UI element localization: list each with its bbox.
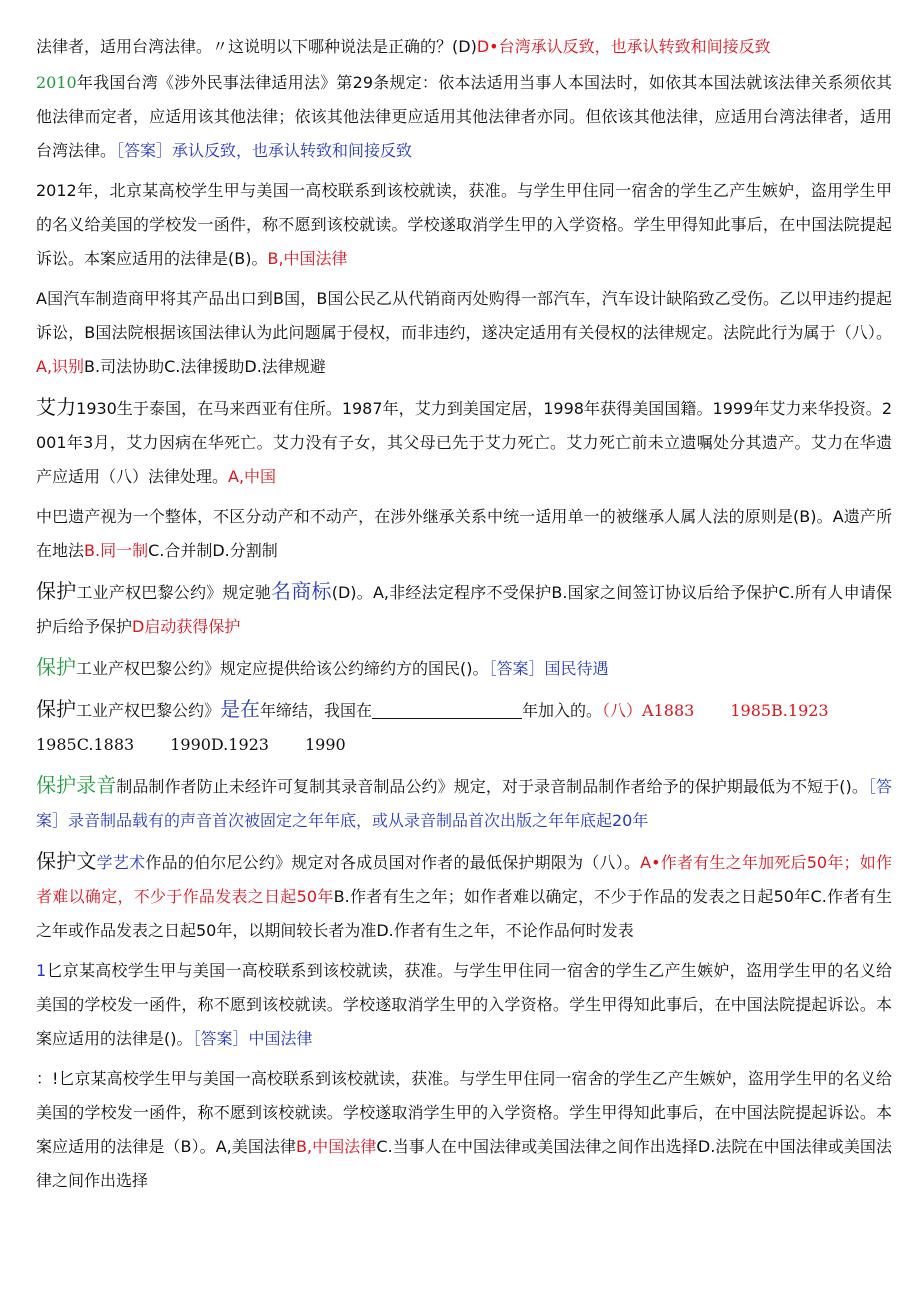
p7-answer: D启动获得保护 [132, 617, 241, 636]
p13-head: ：! [36, 1069, 59, 1088]
paragraph-7 [36, 574, 892, 644]
p8-answer: ［答案］国民待遇 [488, 659, 609, 678]
paragraph-10 [36, 768, 892, 838]
p11-head: 保护文 [36, 849, 97, 873]
p9-option-d: 1990D.1923 [170, 735, 269, 754]
p12-answer: ［答案］中国法律 [192, 1029, 313, 1048]
p2-answer: ［答案］承认反致，也承认转致和间接反致 [116, 141, 413, 160]
paragraph-12 [36, 954, 892, 1056]
p1-text: 法律者，适用台湾法律。〃这说明以下哪种说法是正确的？(D) [36, 37, 477, 56]
p5-head: 艾力 [36, 395, 77, 419]
p11-answer: A•作者有生之年加死后50年；如作者难以确定，不少于作品发表之日起50年 [36, 853, 892, 906]
p9-option-d-end: 1990 [304, 735, 346, 754]
paragraph-8 [36, 650, 892, 686]
p9-text-2: 年缔结，我国在 [260, 701, 373, 720]
paragraph-3 [36, 174, 892, 276]
p13-options: C.当事人在中国法律或美国法律之间作出选择D.法院在中国法律或美国法律之间作出选择 [36, 1137, 892, 1190]
p4-text: A国汽车制造商甲将其产品出口到B国，B国公民乙从代销商丙处购得一部汽车，汽车设计缺陷致乙受伤。乙以甲违约提起诉讼，B国法院根据该国法律认为此问题属于侵权，而非违约，遂决定适用有关侵权的法律规定。法院此行为属于（八）。 [36, 289, 892, 342]
p1-answer: D•台湾承认反致，也承认转致和间接反致 [476, 37, 771, 56]
p9-text-3: 年加入的。 [522, 701, 603, 720]
p10-answer: ［答案］录音制品载有的声音首次被固定之年年底，或从录音制品首次出版之年年底起20年 [36, 777, 892, 830]
p10-head: 保护录音 [36, 773, 117, 797]
p8-head: 保护 [36, 655, 76, 679]
p4-options: B.司法协助C.法律援助D.法律规避 [84, 357, 326, 376]
paragraph-9 [36, 692, 892, 762]
p13-answer: B,中国法律 [296, 1137, 377, 1156]
p13-text: 匕京某高校学生甲与美国一高校联系到该校就读，获准。与学生甲住同一宿舍的学生乙产生嫉妒，盗用学生甲的名义给美国的学校发一函件，称不愿到该校就读。学校遂取消学生甲的入学资格。学生甲得知此事后，在中国法院提起诉讼。本案应适用的法律是（B）。A,美国法律 [36, 1069, 892, 1156]
p9-head: 保护 [36, 697, 76, 721]
p10-text: 制品制作者防止未经许可复制其录音制品公约》规定，对于录音制品制作者给予的保护期最低为不短于()。 [116, 777, 868, 796]
fill-in-blank [372, 700, 522, 719]
p2-year: 2010 [36, 73, 77, 92]
p6-options: C.合并制D.分割制 [148, 541, 278, 560]
p3-text: 2012年，北京某高校学生甲与美国一高校联系到该校就读，获准。与学生甲住同一宿舍的学生乙产生嫉妒，盗用学生甲的名义给美国的学校发一函件，称不愿到该校就读。学校遂取消学生甲的入学资格。学生甲得知此事后，在中国法院提起诉讼。本案应适用的法律是(B)。 [36, 181, 892, 268]
p9-answer: （八）A1883 [602, 701, 695, 720]
p4-answer: A,识别 [36, 357, 85, 376]
paragraph-11 [36, 844, 892, 948]
p7-term: 名商标 [271, 579, 332, 603]
p7-head: 保护 [36, 579, 77, 603]
p5-answer: A,中国 [228, 467, 277, 486]
p9-term: 是在 [220, 697, 261, 721]
p9-option-c: 1985C.1883 [36, 735, 135, 754]
p6-answer: B.同一制 [84, 541, 149, 560]
p5-text: 1930生于泰国，在马来西亚有住所。1987年，艾力到美国定居，1998年获得美国国籍。1999年艾力来华投资。2001年3月，艾力因病在华死亡。艾力没有子女，其父母已先于艾力死亡。艾力死亡前未立遗嘱处分其遗产。艾力在华遗产应适用（八）法律处理。 [36, 399, 893, 486]
paragraph-6 [36, 500, 892, 568]
p3-answer: B,中国法律 [267, 249, 348, 268]
paragraph-13 [36, 1062, 892, 1198]
p11-options: B.作者有生之年；如作者难以确定，不少于作品的发表之日起50年C.作者有生之年或作品发表之日起50年，以期间较长者为准D.作者有生之年，不论作品何时发表 [36, 887, 892, 940]
p2-text: 年我国台湾《涉外民事法律适用法》第29条规定：依本法适用当事人本国法时，如依其本国法就该法律关系须依其他法律而定者，应适用该其他法律；依该其他法律更应适用其他法律者亦同。但依该其他法律，应适用台湾法律者，适用台湾法律。 [36, 73, 892, 160]
p9-text: 工业产权巴黎公约》 [76, 701, 221, 720]
p6-text: 中巴遗产视为一个整体，不区分动产和不动产，在涉外继承关系中统一适用单一的被继承人属人法的原则是(B)。A遗产所在地法 [36, 507, 892, 560]
paragraph-4 [36, 282, 892, 384]
paragraph-2 [36, 66, 892, 168]
p9-option-b: 1985B.1923 [730, 701, 829, 720]
p12-text: 匕京某高校学生甲与美国一高校联系到该校就读，获准。与学生甲住同一宿舍的学生乙产生嫉妒，盗用学生甲的名义给美国的学校发一函件，称不愿到该校就读。学校遂取消学生甲的入学资格。学生甲得知此事后，在中国法院提起诉讼。本案应适用的法律是()。 [36, 961, 892, 1048]
paragraph-5 [36, 390, 892, 494]
p7-text: 工业产权巴黎公约》规定驰 [76, 583, 272, 602]
p11-head-2: 学艺术 [96, 853, 146, 872]
p7-options: (D)。A,非经法定程序不受保护B.国家之间签订协议后给予保护C.所有人申请保护后给予保护 [36, 583, 892, 636]
p12-head: 1 [36, 961, 47, 980]
document-page [36, 30, 892, 1204]
p11-text: 作品的伯尔尼公约》规定对各成员国对作者的最低保护期限为（八）。 [145, 853, 641, 872]
p8-text: 工业产权巴黎公约》规定应提供给该公约缔约方的国民()。 [76, 659, 489, 678]
paragraph-1 [36, 30, 892, 64]
